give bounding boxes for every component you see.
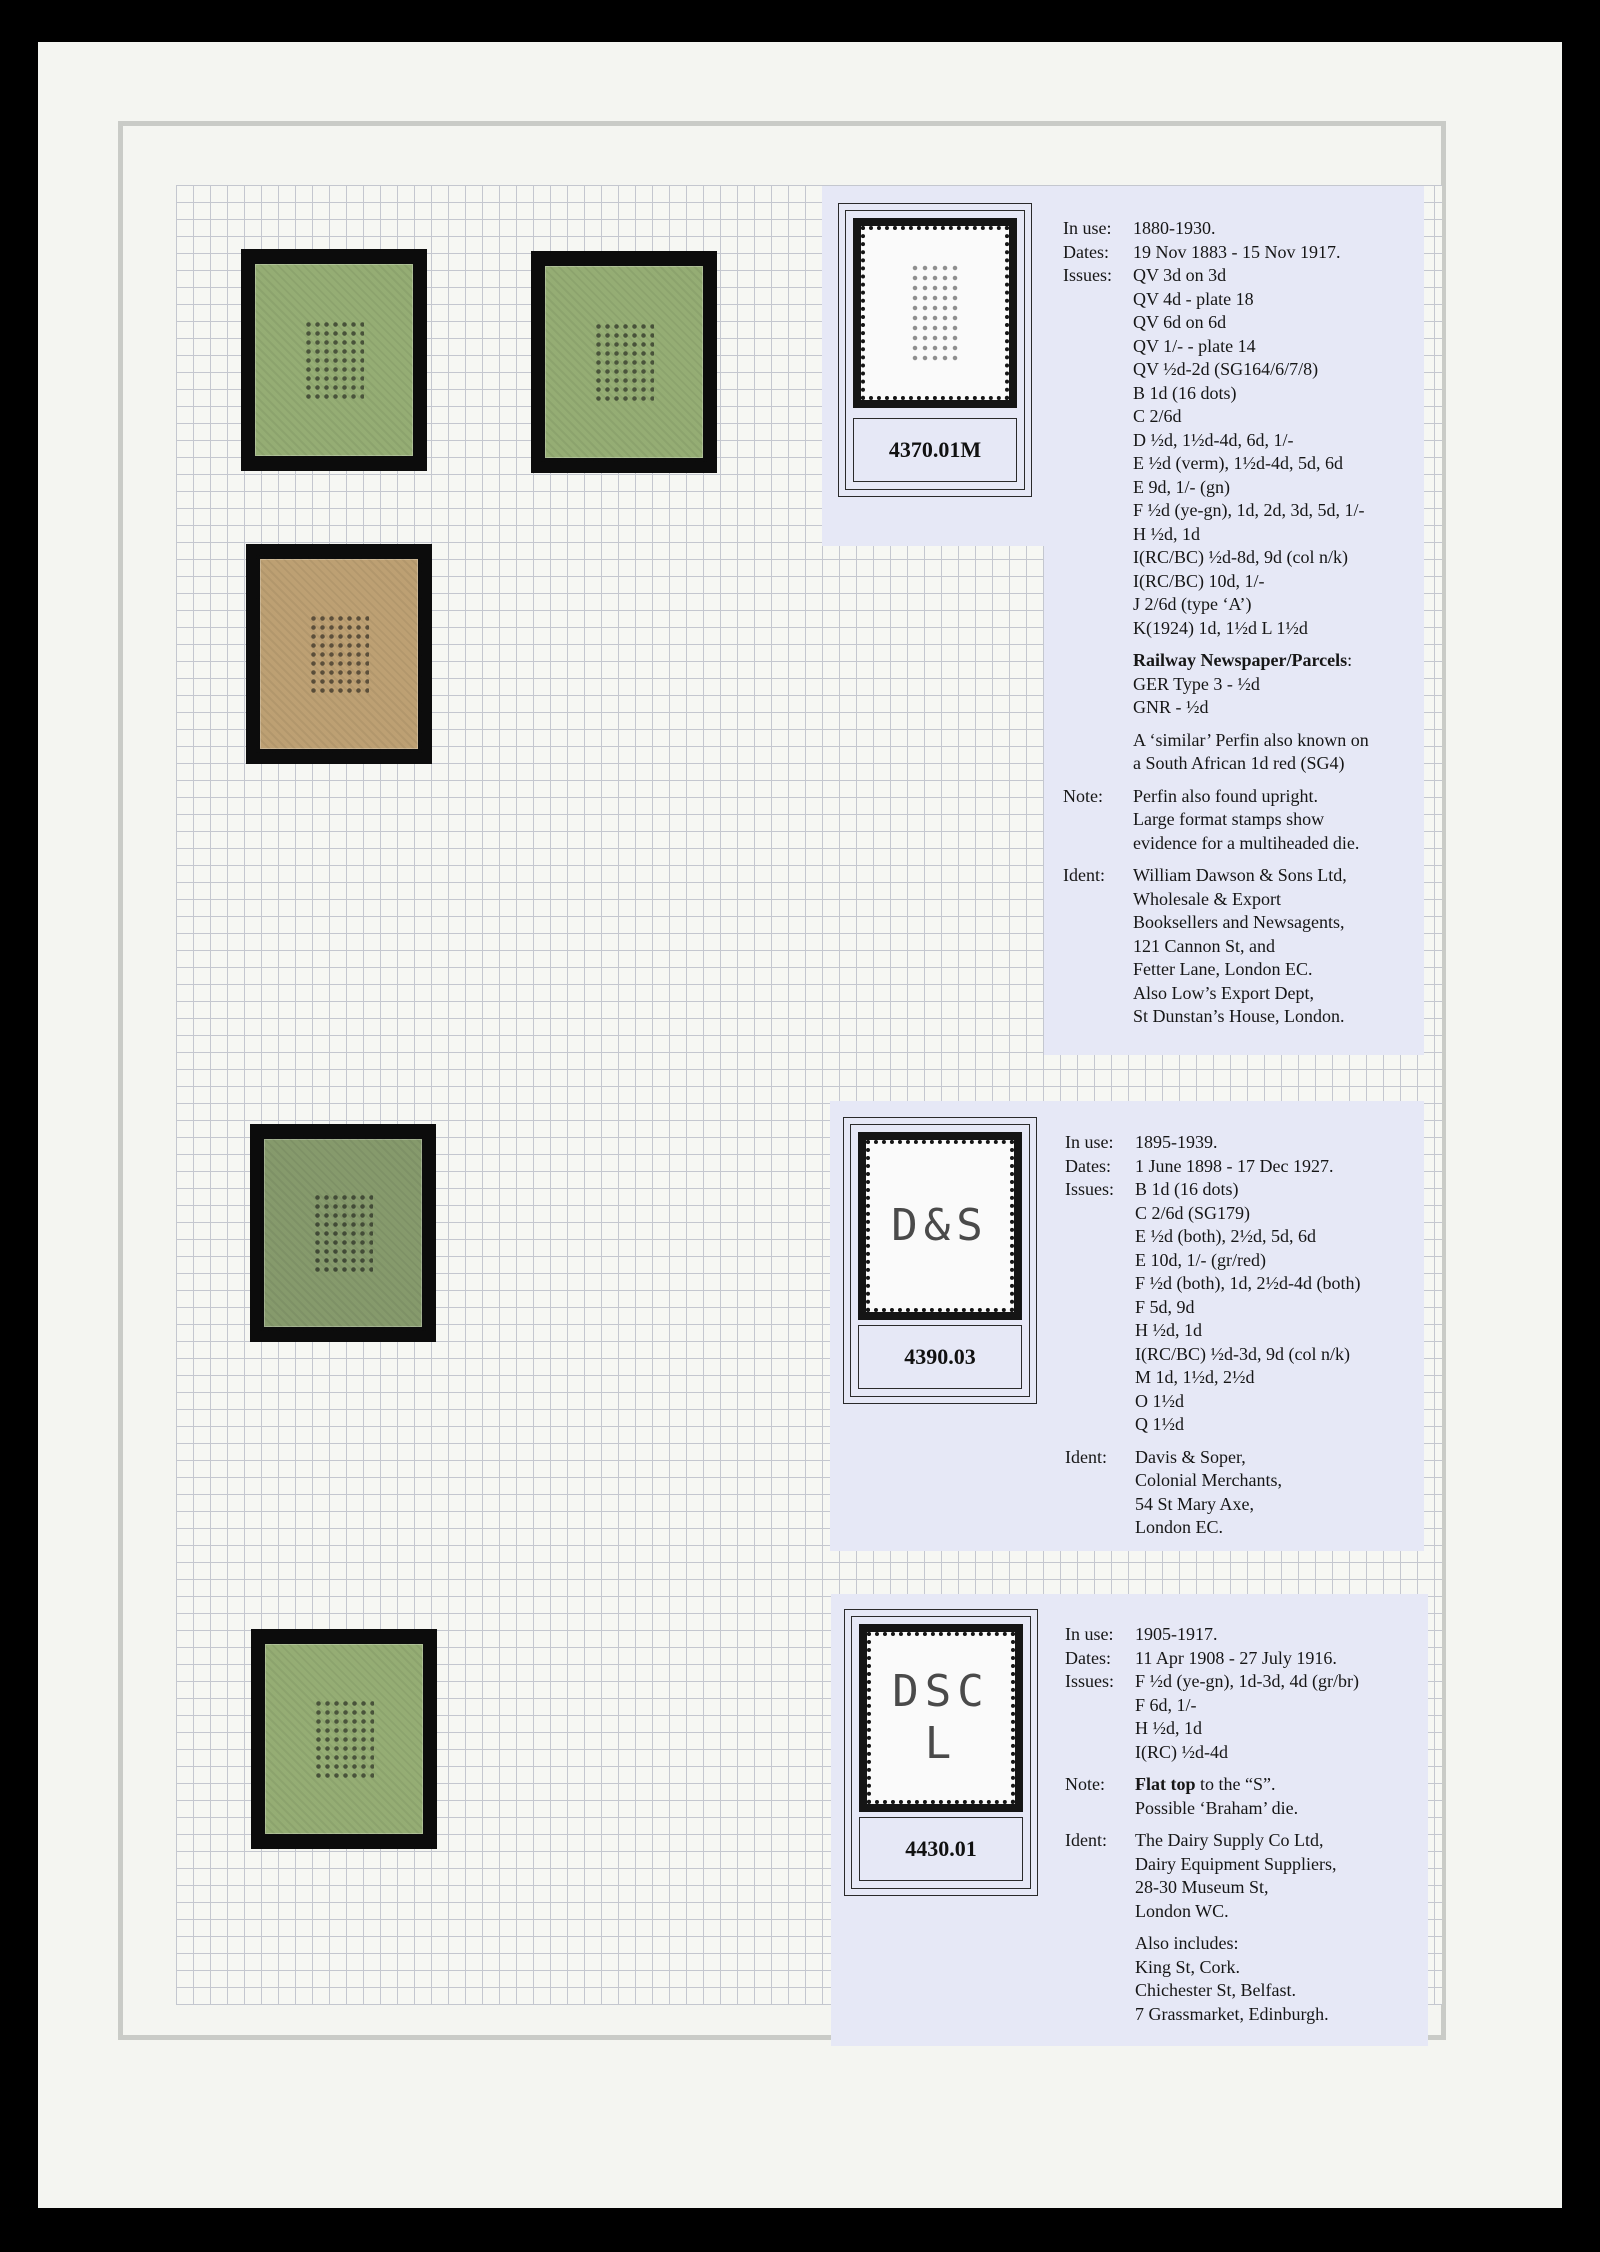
stamp-five-pence	[260, 559, 418, 749]
ident-label: Ident:	[1065, 1830, 1107, 1850]
perfin-letters: D&S	[891, 1200, 989, 1251]
issue-line: I(RC/BC) ½d-8d, 9d (col n/k)	[1133, 547, 1348, 567]
issue-line: E ½d (verm), 1½d-4d, 5d, 6d	[1133, 453, 1343, 473]
note-line: Large format stamps show	[1133, 809, 1325, 829]
ident-line: William Dawson & Sons Ltd,	[1133, 865, 1347, 885]
issues-label: Issues:	[1065, 1179, 1114, 1199]
perfin-dots	[910, 263, 960, 363]
perfin-holes	[313, 1193, 373, 1273]
perfin-holes	[309, 614, 369, 694]
dates-label: Dates:	[1063, 241, 1109, 262]
dates-label: Dates:	[1065, 1647, 1111, 1668]
perfin-holes	[314, 1699, 374, 1779]
ident-line: Booksellers and Newsagents,	[1133, 912, 1345, 932]
catalogue-number: 4370.01M	[853, 418, 1017, 482]
entry-details	[1065, 1131, 1420, 1540]
issue-line: I(RC/BC) 10d, 1/-	[1133, 570, 1265, 591]
perfin-holes	[304, 320, 364, 400]
note-emphasis: Flat top	[1135, 1774, 1196, 1794]
in-use-value: 1895-1939.	[1135, 1132, 1218, 1152]
note-line: Perfin also found upright.	[1133, 785, 1318, 806]
perfin-reference-box	[844, 1609, 1038, 1896]
railway-line: GER Type 3 - ½d	[1133, 673, 1260, 694]
also-includes-label: Also includes:	[1135, 1933, 1239, 1953]
note-line: evidence for a multiheaded die.	[1133, 832, 1360, 853]
entry-details: In use: 1880-1930. Dates: 19 Nov 1883 - 15 Nov 1917. Issues: QV 3d on 3d QV 4d - plate 18 QV 6d on 6d QV 1/- - plate 14 QV ½d-2d (SG164/6/7/8) B 1d (16 dots) C 2/6d D ½d, 1½d-4d, 6d, 1/- E ½d (verm), 1½d-4d, 5d, 6d E 9d, 1/- (gn) F ½d (ye-gn), 1d, 2d, 3d, 5d, 1/- H ½d, 1d I(RC/BC) ½d-8d, 9d (col n/k) I(RC/BC) 10d, 1/- J 2/6d (type ‘A’) K(1924) 1d, 1½d L 1½d Railway Newspaper/Parcels: GER Type 3 - ½d GNR - ½d A ‘similar’ Perfin also known on a South African 1d red (SG4) Note: Perfin also found upright. Large format stamps show evidence for a multiheaded die. Ident: William Dawson & Sons Ltd, Wholesale & Export Booksellers and Newsagents, 121 Cannon St, and Fetter Lane, London EC. Also Low’s Export Dept, St Dunstan’s House, London.	[1063, 217, 1423, 1029]
ident-line: London WC.	[1135, 1900, 1229, 1921]
in-use-label: In use:	[1065, 1132, 1114, 1152]
issue-line: K(1924) 1d, 1½d L 1½d	[1133, 617, 1308, 638]
stamp-mount	[246, 544, 432, 764]
entry-details	[1065, 1623, 1425, 2026]
in-use-value: 1905-1917.	[1135, 1624, 1218, 1644]
ident-line: Also Low’s Export Dept,	[1133, 982, 1314, 1003]
issues-label: Issues:	[1063, 265, 1112, 285]
issue-line: B 1d (16 dots)	[1133, 382, 1237, 403]
in-use-label: In use:	[1065, 1624, 1114, 1644]
issue-line: H ½d, 1d	[1135, 1718, 1202, 1738]
ident-line: St Dunstan’s House, London.	[1133, 1006, 1345, 1026]
perfin-letters: DSC L	[892, 1666, 990, 1769]
perfin-reference-box	[843, 1117, 1037, 1404]
also-line: King St, Cork.	[1135, 1956, 1241, 1977]
stamp-halfpenny-2	[545, 266, 703, 458]
issue-line: E ½d (both), 2½d, 5d, 6d	[1135, 1226, 1316, 1246]
issue-line: QV 1/- - plate 14	[1133, 335, 1256, 356]
perfin-window	[859, 1624, 1023, 1812]
ident-label: Ident:	[1063, 865, 1105, 885]
catalogue-number: 4430.01	[859, 1817, 1023, 1881]
issue-line: J 2/6d (type ‘A’)	[1133, 594, 1252, 614]
stamp-ninepence	[264, 1139, 422, 1327]
ident-line: Wholesale & Export	[1133, 888, 1281, 909]
perfin-reference-box	[838, 203, 1032, 497]
issue-line: QV 6d on 6d	[1133, 312, 1227, 332]
ident-line: London EC.	[1135, 1517, 1223, 1537]
issue-line: E 10d, 1/- (gr/red)	[1135, 1249, 1266, 1270]
ident-line: Davis & Soper,	[1135, 1446, 1246, 1467]
ident-line: 121 Cannon St, and	[1133, 935, 1275, 956]
dates-value: 19 Nov 1883 - 15 Nov 1917.	[1133, 241, 1341, 262]
stamp-halfpenny-3	[265, 1644, 423, 1834]
ident-line: The Dairy Supply Co Ltd,	[1135, 1830, 1324, 1850]
issue-line: O 1½d	[1135, 1390, 1184, 1411]
issue-line: QV ½d-2d (SG164/6/7/8)	[1133, 359, 1319, 379]
ident-line: 28-30 Museum St,	[1135, 1877, 1269, 1897]
also-line: 7 Grassmarket, Edinburgh.	[1135, 2003, 1329, 2024]
note-label: Note:	[1063, 785, 1103, 806]
note-label: Note:	[1065, 1774, 1105, 1794]
issue-line: F ½d (ye-gn), 1d, 2d, 3d, 5d, 1/-	[1133, 500, 1365, 520]
issue-line: D ½d, 1½d-4d, 6d, 1/-	[1133, 429, 1294, 450]
issue-line: QV 4d - plate 18	[1133, 288, 1254, 309]
issue-line: F ½d (ye-gn), 1d-3d, 4d (gr/br)	[1135, 1671, 1359, 1691]
ident-line: Fetter Lane, London EC.	[1133, 959, 1313, 979]
issue-line: F 5d, 9d	[1135, 1296, 1195, 1317]
dates-value: 11 Apr 1908 - 27 July 1916.	[1135, 1647, 1337, 1668]
similar-line: a South African 1d red (SG4)	[1133, 753, 1345, 773]
railway-heading: Railway Newspaper/Parcels	[1133, 650, 1348, 670]
also-line: Chichester St, Belfast.	[1135, 1980, 1296, 2000]
dates-label: Dates:	[1065, 1155, 1111, 1176]
in-use-label: In use:	[1063, 218, 1112, 238]
dates-value: 1 June 1898 - 17 Dec 1927.	[1135, 1155, 1334, 1176]
ident-line: Colonial Merchants,	[1135, 1470, 1282, 1490]
ident-label: Ident:	[1065, 1446, 1107, 1467]
issue-line: H ½d, 1d	[1133, 523, 1200, 544]
note-line: Possible ‘Braham’ die.	[1135, 1797, 1299, 1818]
issue-line: M 1d, 1½d, 2½d	[1135, 1367, 1255, 1387]
railway-line: GNR - ½d	[1133, 697, 1209, 717]
issue-line: QV 3d on 3d	[1133, 265, 1227, 285]
stamp-mount	[251, 1629, 437, 1849]
issue-line: I(RC/BC) ½d-3d, 9d (col n/k)	[1135, 1343, 1350, 1364]
stamp-mount	[241, 249, 427, 471]
issue-line: B 1d (16 dots)	[1135, 1179, 1239, 1199]
perfin-window	[858, 1132, 1022, 1320]
issue-line: E 9d, 1/- (gn)	[1133, 476, 1230, 497]
ident-line: 54 St Mary Axe,	[1135, 1493, 1254, 1514]
in-use-value: 1880-1930.	[1133, 218, 1216, 238]
issue-line: I(RC) ½d-4d	[1135, 1741, 1228, 1762]
perfin-paper	[867, 1632, 1015, 1804]
issue-line: F ½d (both), 1d, 2½d-4d (both)	[1135, 1273, 1361, 1293]
stamp-mount	[250, 1124, 436, 1342]
issue-line: H ½d, 1d	[1135, 1320, 1202, 1340]
ident-line: Dairy Equipment Suppliers,	[1135, 1853, 1337, 1874]
issue-line: C 2/6d	[1133, 406, 1182, 426]
perfin-paper	[866, 1140, 1014, 1312]
perfin-paper	[861, 226, 1009, 400]
issue-line: C 2/6d (SG179)	[1135, 1202, 1251, 1223]
issue-line: Q 1½d	[1135, 1414, 1184, 1434]
issue-line: F 6d, 1/-	[1135, 1694, 1197, 1715]
stamp-halfpenny-1	[255, 264, 413, 456]
note-text: to the “S”.	[1195, 1774, 1276, 1794]
catalogue-number: 4390.03	[858, 1325, 1022, 1389]
perfin-holes	[594, 322, 654, 402]
issues-label: Issues:	[1065, 1671, 1114, 1691]
perfin-window	[853, 218, 1017, 408]
stamp-mount	[531, 251, 717, 473]
similar-line: A ‘similar’ Perfin also known on	[1133, 729, 1369, 750]
